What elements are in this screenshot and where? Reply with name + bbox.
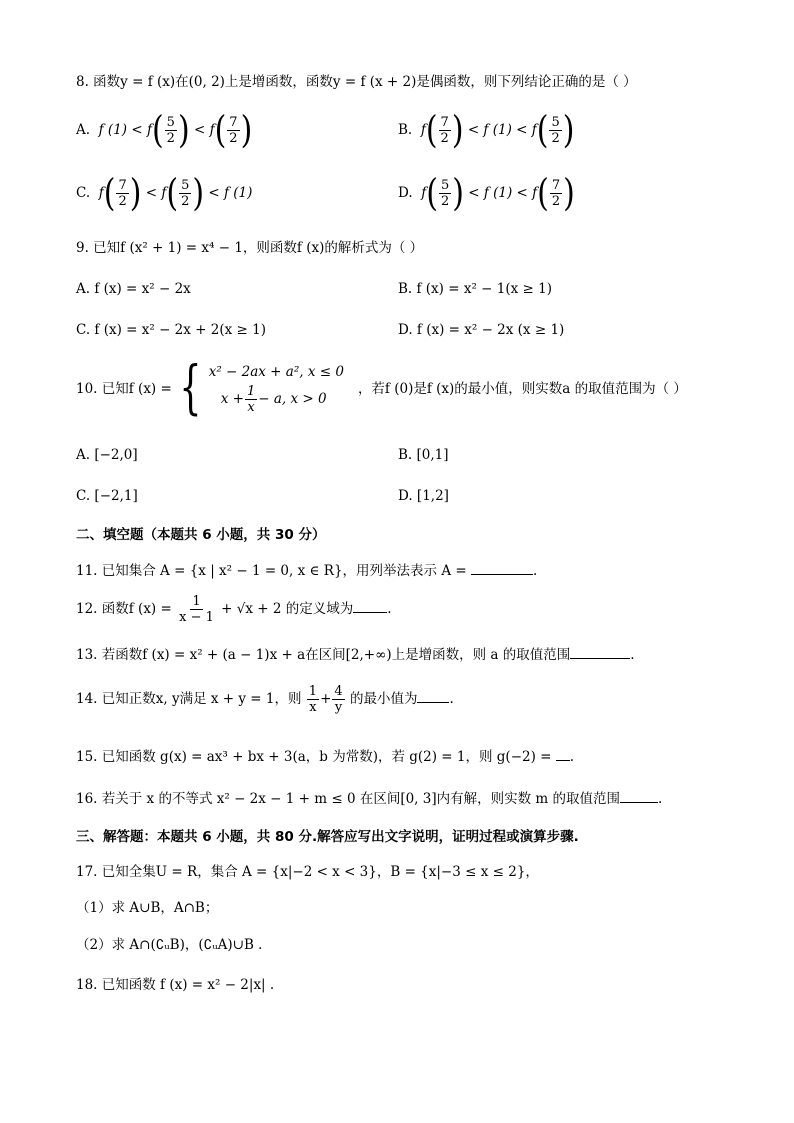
q9-option-d: D. f (x) = x² − 2x (x ≥ 1) xyxy=(398,322,565,338)
answer-blank[interactable] xyxy=(353,600,387,613)
q9-stem: 9. 已知f (x² + 1) = x⁴ − 1，则函数f (x)的解析式为（ ） xyxy=(76,240,424,256)
q12: 12. 函数f (x) = $\frac{1}{x - 1}$ + √x + 2 的定义域为 . xyxy=(76,594,392,625)
answer-blank[interactable] xyxy=(471,562,533,575)
piecewise-cases: x² − 2ax + a², x ≤ 0 x + $\frac{1}{x}$ − a, x > 0 xyxy=(208,363,344,415)
q15: 15. 已知函数 g(x) = ax³ + bx + 3(a，b 为常数)，若 g(2) = 1，则 g(−2) = . xyxy=(76,749,575,765)
q13: 13. 若函数f (x) = x² + (a − 1)x + a在区间[2,+∞)上是增函数，则 a 的取值范围 . xyxy=(76,647,635,663)
q10-option-a: A. [−2,0] xyxy=(76,447,138,463)
q11: 11. 已知集合 A = {x | x² − 1 = 0, x ∈ R}，用列举法表示 A = . xyxy=(76,563,538,579)
q10-option-d: D. [1,2] xyxy=(398,488,449,504)
q10-option-b: B. [0,1] xyxy=(398,447,449,463)
q8-option-d: D. f( $\frac{5}{2}$ ) < f (1) < f( $\frac{7}{2}$ ) xyxy=(398,171,575,215)
q10-option-c: C. [−2,1] xyxy=(76,488,138,504)
q17-stem: 17. 已知全集U = R，集合 A = {x|−2 < x < 3}，B = {x|−3 ≤ x ≤ 2}， xyxy=(76,864,539,880)
answer-blank[interactable] xyxy=(620,790,658,803)
section-2-heading: 二、填空题（本题共 6 小题，共 30 分） xyxy=(76,527,326,543)
answer-blank[interactable] xyxy=(556,748,570,761)
q17-part-2: （2）求 A∩(∁ᵤB)，(∁ᵤA)∪B . xyxy=(76,937,263,953)
q10-stem: 10. 已知f (x) = { x² − 2ax + a², x ≤ 0 x + $\frac{1}{x}$ − a, x > 0 ，若f (0)是f (x)的最小值，则实数a 的取值范围为（ ） xyxy=(76,353,687,421)
q17-part-1: （1）求 A∪B，A∩B； xyxy=(76,900,219,916)
q14: 14. 已知正数x, y满足 x + y = 1，则 $\frac{1}{x}$ + $\frac{4}{y}$ 的最小值为 . xyxy=(76,684,454,715)
q9-option-a: A. f (x) = x² − 2x xyxy=(76,281,191,297)
q8-option-a: A. f (1) < f( $\frac{5}{2}$ ) < f( $\frac{7}{2}$ ) xyxy=(76,108,253,152)
q8-option-b: B. f( $\frac{7}{2}$ ) < f (1) < f( $\frac{5}{2}$ ) xyxy=(398,108,575,152)
section-3-heading: 三、解答题：本题共 6 小题，共 80 分.解答应写出文字说明，证明过程或演算步骤. xyxy=(76,829,579,845)
q18-stem: 18. 已知函数 f (x) = x² − 2|x| . xyxy=(76,977,275,993)
q9-option-b: B. f (x) = x² − 1(x ≥ 1) xyxy=(398,281,552,297)
answer-blank[interactable] xyxy=(570,646,630,659)
q8-option-c: C. f( $\frac{7}{2}$ ) < f( $\frac{5}{2}$ ) < f (1) xyxy=(76,171,253,215)
q8-stem: 8. 函数y = f (x)在(0, 2)上是增函数，函数y = f (x + 2)是偶函数，则下列结论正确的是（ ） xyxy=(76,74,637,90)
answer-blank[interactable] xyxy=(417,690,449,703)
q9-option-c: C. f (x) = x² − 2x + 2(x ≥ 1) xyxy=(76,322,266,338)
q16: 16. 若关于 x 的不等式 x² − 2x − 1 + m ≤ 0 在区间[0, 3]内有解，则实数 m 的取值范围 . xyxy=(76,791,663,807)
